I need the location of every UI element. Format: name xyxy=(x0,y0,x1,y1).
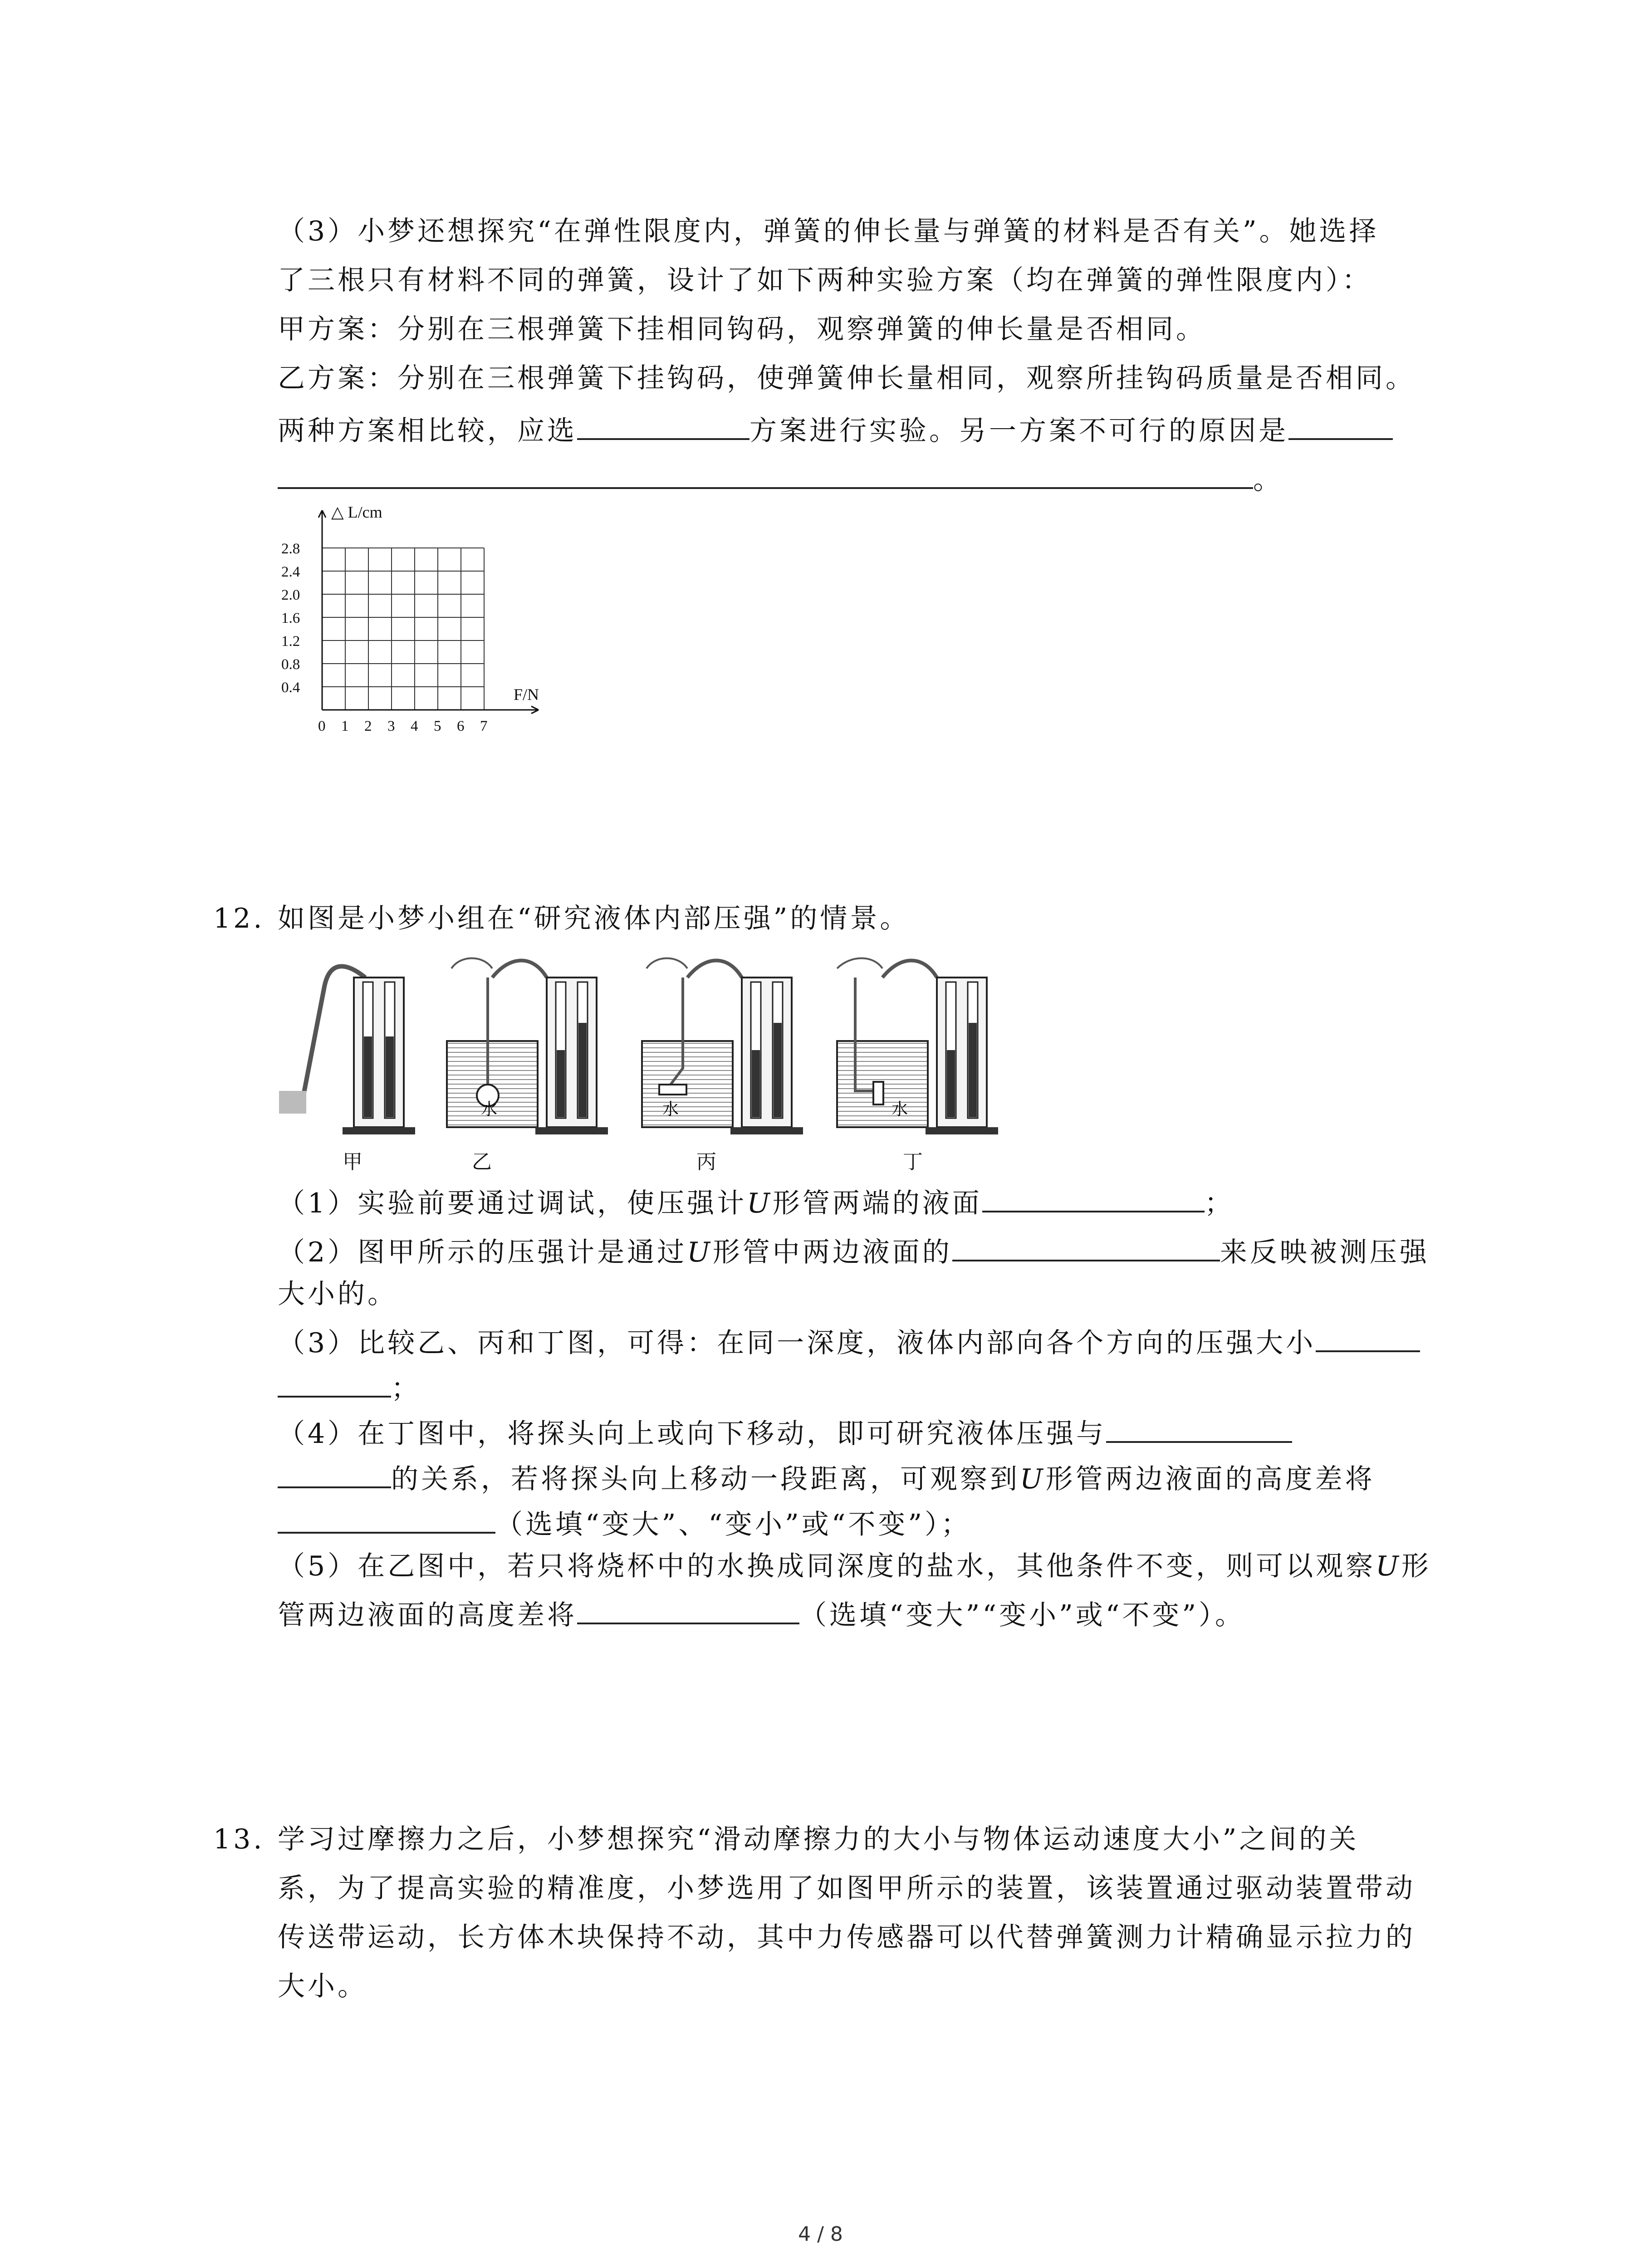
q11-plan-b: 乙方案：分别在三根弹簧下挂钩码，使弹簧伸长量相同，观察所挂钩码质量是否相同。 xyxy=(278,362,1416,394)
q12-sub1-text-b: 形管两端的液面 xyxy=(772,1188,982,1219)
water-label-bing: 水 xyxy=(662,1100,679,1119)
graph-y-tick: 0.4 xyxy=(281,679,300,696)
graph-x-tick: 2 xyxy=(364,718,372,734)
gauge-ding xyxy=(837,958,998,1135)
q13-line1: 学习过摩擦力之后，小梦想探究“滑动摩擦力的大小与物体运动速度大小”之间的关 xyxy=(278,1823,1359,1855)
q11-plan-a: 甲方案：分别在三根弹簧下挂相同钩码，观察弹簧的伸长量是否相同。 xyxy=(278,313,1206,345)
q12-stem: 如图是小梦小组在“研究液体内部压强”的情景。 xyxy=(278,903,910,934)
q12-sub3 xyxy=(278,1321,1420,1361)
q12-sub4-u: U xyxy=(1020,1463,1046,1495)
hand-yi xyxy=(451,958,492,969)
q12-sub5-blank[interactable] xyxy=(577,1593,799,1624)
q11-plan-choice-blank[interactable] xyxy=(577,409,749,440)
q12-sub4-text-c: 形管两边液面的高度差将 xyxy=(1045,1463,1375,1495)
figure-label-jia: 甲 xyxy=(343,1150,362,1173)
graph-x-tick: 1 xyxy=(341,718,349,734)
q12-sub2 xyxy=(278,1231,1430,1271)
graph-x-tick: 6 xyxy=(457,718,465,734)
q12-sub4-line2 xyxy=(278,1457,1375,1497)
q12-sub1-blank[interactable] xyxy=(982,1182,1205,1212)
q12-sub4 xyxy=(278,1412,1292,1452)
q12-sub3-blank-start[interactable] xyxy=(1316,1321,1420,1352)
q12-sub2-text-b: 形管中两边液面的 xyxy=(712,1237,952,1268)
graph-y-tick: 1.6 xyxy=(281,610,300,626)
q12-sub5-text-a: （5）在乙图中，若只将烧杯中的水换成同深度的盐水，其他条件不变，则可以观察 xyxy=(278,1550,1376,1582)
q11-reason-line xyxy=(278,458,1283,498)
q12-sub3-line2 xyxy=(278,1367,421,1407)
graph-y-tick: 2.0 xyxy=(281,587,300,603)
graph-x-axis-label: F/N xyxy=(514,685,539,704)
q12-sub4-blank-relation[interactable] xyxy=(278,1457,391,1488)
q11-part3-line1: （3）小梦还想探究“在弹性限度内，弹簧的伸长量与弹簧的材料是否有关”。她选择 xyxy=(278,215,1379,247)
q12-sub3-text: （3）比较乙、丙和丁图，可得：在同一深度，液体内部向各个方向的压强大小 xyxy=(278,1327,1316,1359)
q12-sub5-text-b: 形 xyxy=(1401,1550,1431,1582)
graph-x-tick: 4 xyxy=(411,718,418,734)
water-label-yi: 水 xyxy=(481,1100,498,1119)
graph-x-tick: 3 xyxy=(387,718,395,734)
q13-line2: 系，为了提高实验的精准度，小梦选用了如图甲所示的装置，该装置通过驱动装置带动 xyxy=(278,1872,1416,1904)
probe-bing xyxy=(659,1085,686,1095)
q12-sub3-blank[interactable] xyxy=(278,1367,391,1398)
q12-sub4-line3 xyxy=(278,1503,971,1543)
board-jia xyxy=(354,978,404,1127)
q12-sub5-line2 xyxy=(278,1593,1245,1633)
q12-sub2-text-a: （2）图甲所示的压强计是通过 xyxy=(278,1237,687,1268)
q11-part3-line2: 了三根只有材料不同的弹簧，设计了如下两种实验方案（均在弹簧的弹性限度内）： xyxy=(278,264,1372,296)
graph-y-axis-label: △ L/cm xyxy=(331,503,382,521)
gauge-bing xyxy=(642,958,803,1135)
q12-sub2-u: U xyxy=(687,1237,713,1268)
q12-sub5-text-c: 管两边液面的高度差将 xyxy=(278,1599,577,1631)
q11-compare-text-b: 方案进行实验。另一方案不可行的原因是 xyxy=(749,415,1288,447)
figure-label-yi: 乙 xyxy=(472,1150,492,1173)
q11-compare-text-a: 两种方案相比较，应选 xyxy=(278,415,577,447)
q12-sub2-line2: 大小的。 xyxy=(278,1278,397,1310)
q11-reason-blank-start[interactable] xyxy=(1288,409,1393,440)
graph-x-tick: 0 xyxy=(318,718,326,734)
figure-label-ding: 丁 xyxy=(903,1150,923,1173)
graph-x-tick: 7 xyxy=(480,718,488,734)
q12-sub3-end: ； xyxy=(391,1373,421,1404)
probe-hand-jia xyxy=(279,1091,306,1114)
q13-number: 13. xyxy=(213,1823,265,1855)
q12-sub4-text-d: （选填“变大”、“变小”或“不变”）； xyxy=(495,1509,971,1540)
q13-line4: 大小。 xyxy=(278,1970,367,2002)
q12-sub1 xyxy=(278,1182,1234,1222)
q13-line3: 传送带运动，长方体木块保持不动，其中力传感器可以代替弹簧测力计精确显示拉力的 xyxy=(278,1921,1416,1953)
q12-sub5-text-d: （选填“变大”“变小”或“不变”）。 xyxy=(799,1599,1245,1631)
graph-y-tick: 0.8 xyxy=(281,656,300,673)
q12-sub4-text-b: 的关系，若将探头向上移动一段距离，可观察到 xyxy=(391,1463,1020,1495)
liquid-pressure-apparatus-figure xyxy=(274,950,1019,1141)
graph-y-tick: 1.2 xyxy=(281,633,300,650)
q12-sub4-text-a: （4）在丁图中，将探头向上或向下移动，即可研究液体压强与 xyxy=(278,1418,1107,1450)
graph-y-tick: 2.8 xyxy=(281,541,300,557)
q12-sub5 xyxy=(278,1548,1431,1584)
graph-y-tick: 2.4 xyxy=(281,564,300,580)
graph-x-tick: 5 xyxy=(434,718,441,734)
figure-label-bing: 丙 xyxy=(696,1150,716,1173)
q11-period: 。 xyxy=(1253,464,1283,496)
q12-number: 12. xyxy=(213,903,265,934)
probe-ding xyxy=(873,1082,883,1105)
q11-reason-blank[interactable] xyxy=(278,458,1253,489)
water-label-ding: 水 xyxy=(892,1100,908,1119)
q12-sub4-blank-start[interactable] xyxy=(1106,1412,1292,1443)
q11-compare-line xyxy=(278,409,1393,449)
q12-sub2-text-c: 来反映被测压强 xyxy=(1220,1237,1430,1268)
q12-sub2-blank[interactable] xyxy=(952,1231,1220,1261)
graph-y-axis xyxy=(318,510,326,710)
gauge-jia xyxy=(279,966,415,1134)
graph-x-axis xyxy=(322,706,539,714)
q12-sub5-u: U xyxy=(1376,1550,1401,1582)
q12-sub1-u: U xyxy=(747,1188,773,1219)
gauge-yi xyxy=(447,958,608,1135)
stand-jia xyxy=(343,1127,415,1134)
elongation-force-graph xyxy=(277,501,558,746)
page-number: 4 / 8 xyxy=(798,2223,843,2246)
q12-sub4-blank-height[interactable] xyxy=(278,1503,495,1534)
q12-sub1-text-a: （1）实验前要通过调试，使压强计 xyxy=(278,1188,747,1219)
q12-sub1-end: ； xyxy=(1204,1188,1234,1219)
